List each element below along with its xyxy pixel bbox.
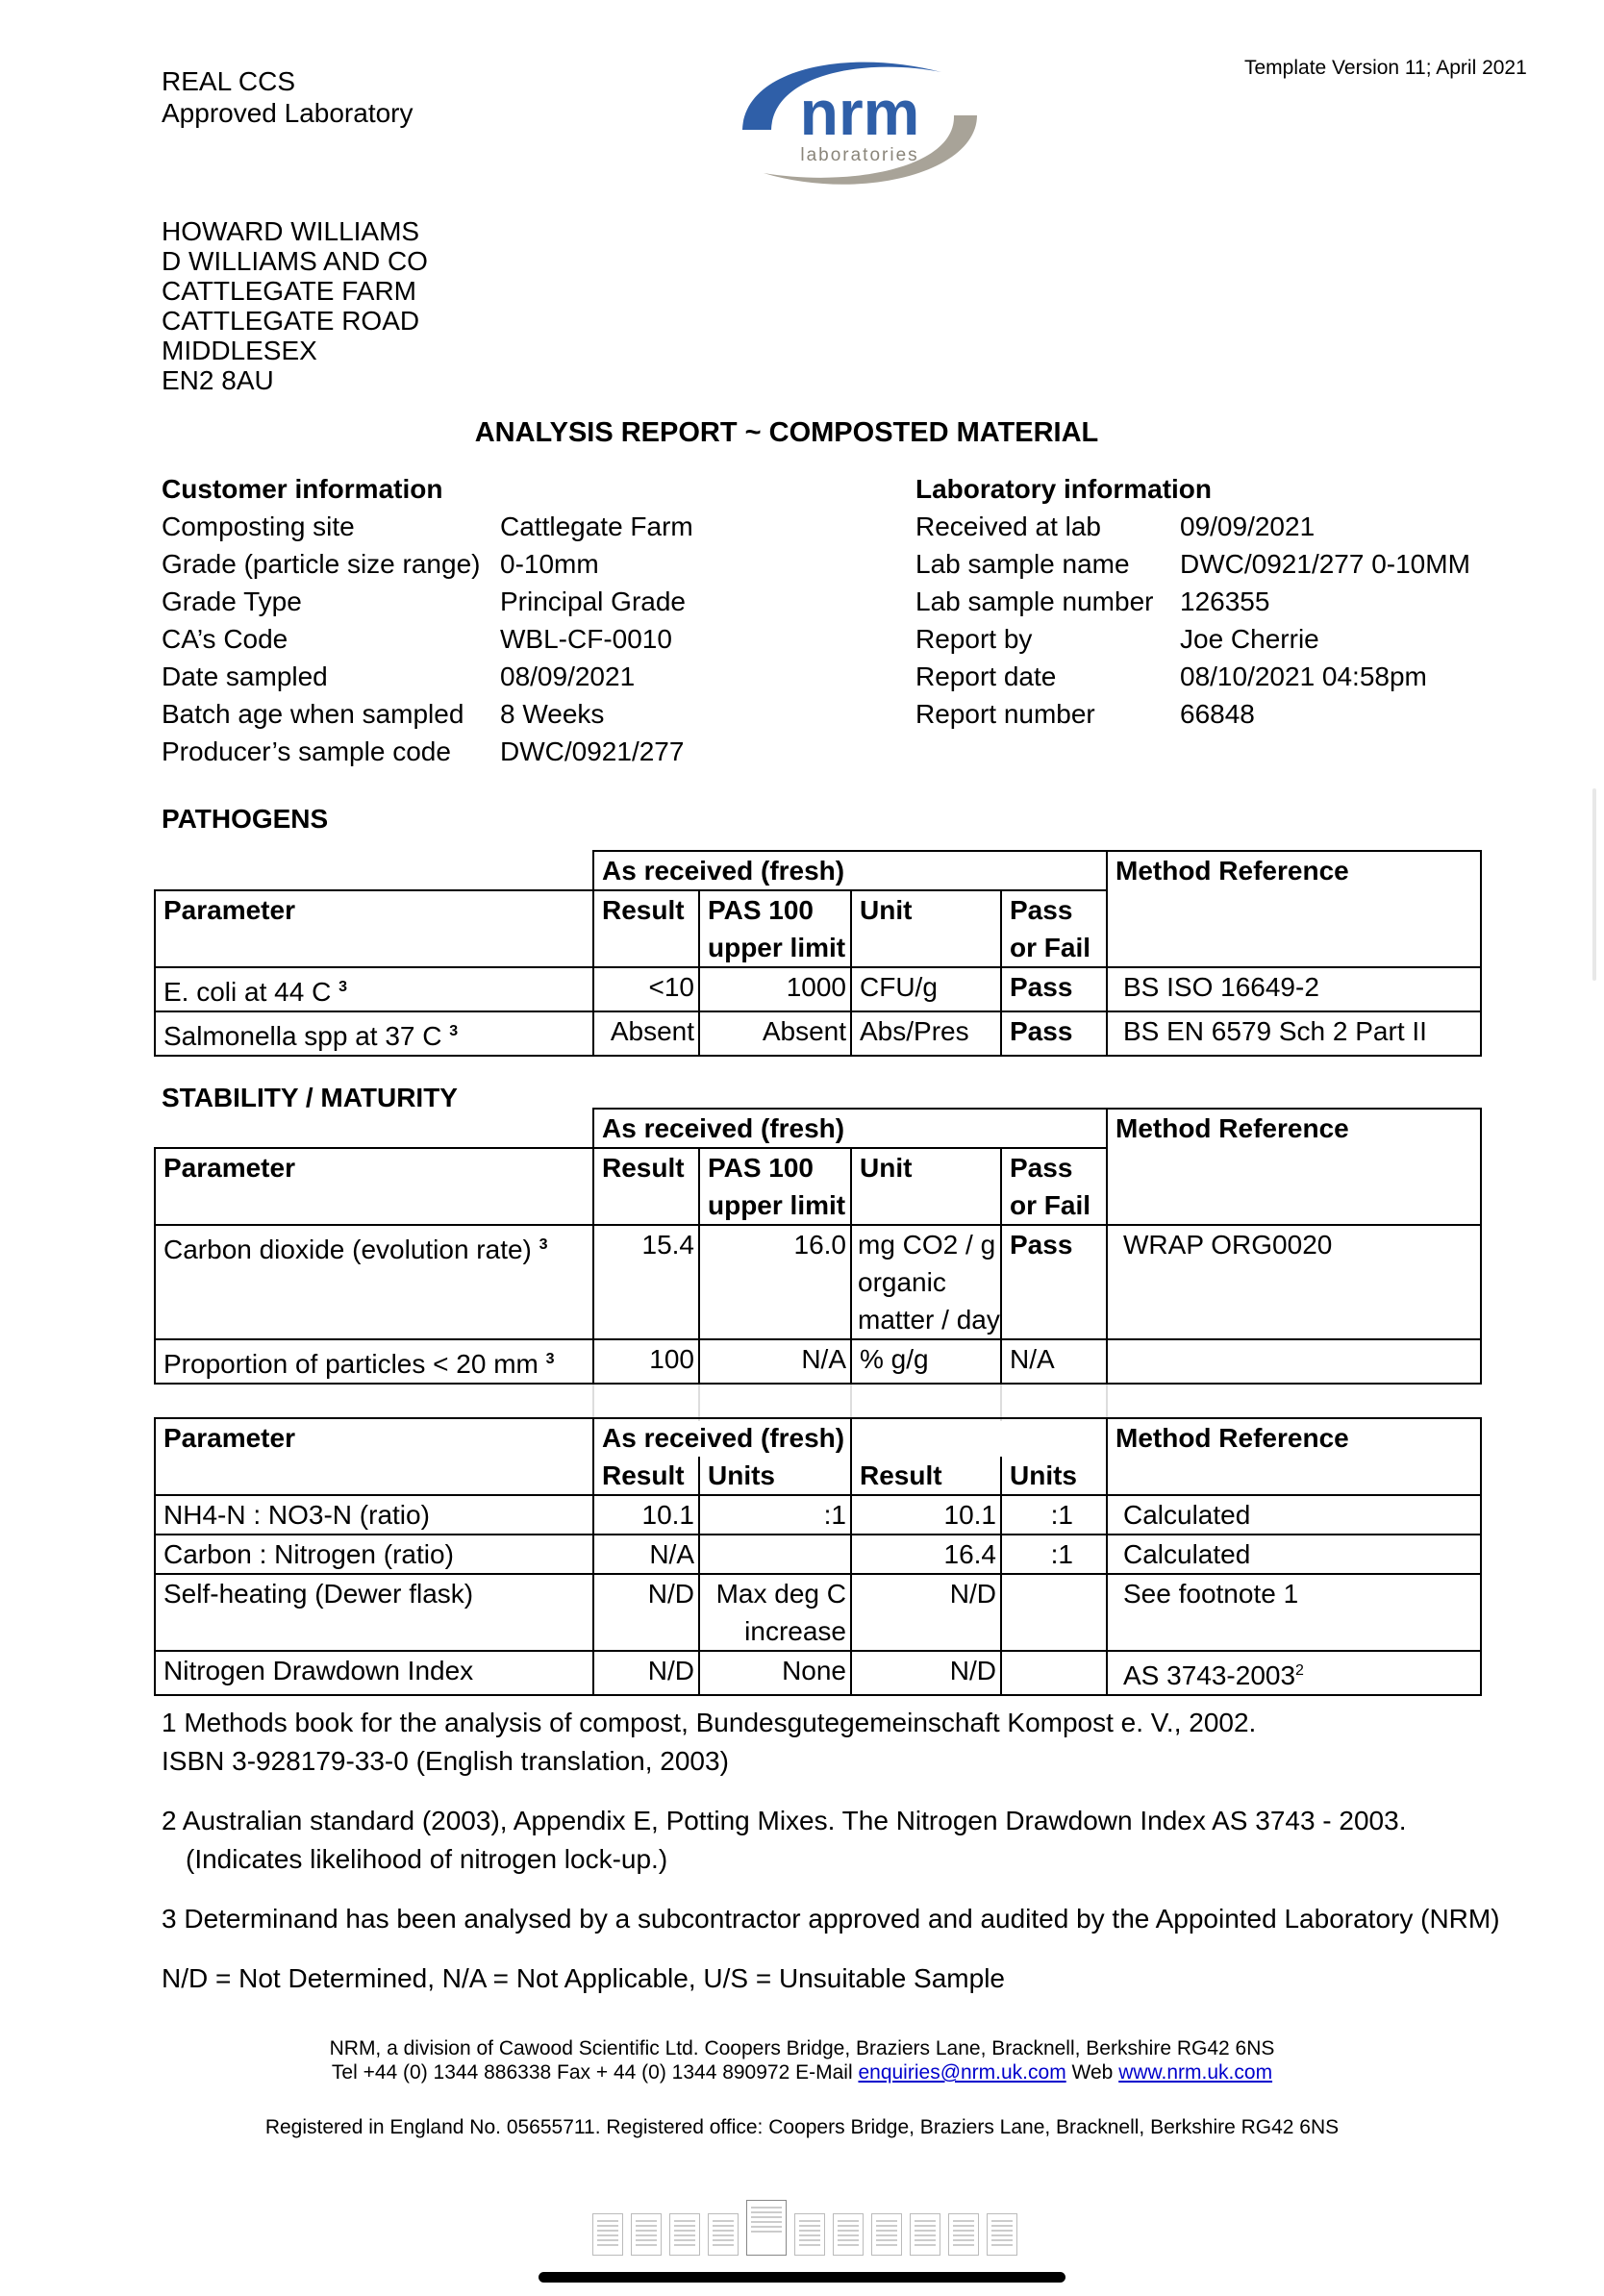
units-cell xyxy=(1001,1574,1107,1651)
pas100-line2: upper limit xyxy=(708,933,846,962)
info-value: Joe Cherrie xyxy=(1180,624,1319,654)
report-title: ANALYSIS REPORT ~ COMPOSTED MATERIAL xyxy=(474,417,1099,448)
footnote-3: 3 Determinand has been analysed by a subcontractor approved and audited by the Appointed Laboratory (NRM) xyxy=(162,1904,1500,1934)
parameter-header: Parameter xyxy=(155,1148,593,1225)
customer-address xyxy=(162,216,428,395)
info-value: DWC/0921/277 xyxy=(500,736,685,766)
info-value: Principal Grade xyxy=(500,586,686,616)
page-thumbnail[interactable] xyxy=(871,2213,902,2256)
parameter-cell: Carbon : Nitrogen (ratio) xyxy=(155,1535,593,1574)
laboratory-info xyxy=(915,470,1470,733)
lab-info-row xyxy=(915,658,1470,695)
lab-info-row xyxy=(915,695,1470,733)
company-address: NRM, a division of Cawood Scientific Ltd. Coopers Bridge, Braziers Lane, Bracknell, Berkshire RG42 6NS xyxy=(329,2037,1275,2059)
info-label: Lab sample number xyxy=(915,586,1154,616)
parameter-cell: Carbon dioxide (evolution rate) $^3$ xyxy=(155,1225,593,1339)
info-value: 8 Weeks xyxy=(500,699,605,729)
pass-fail-line2: or Fail xyxy=(1010,1190,1091,1220)
address-line: MIDDLESEX xyxy=(162,336,317,365)
result-cell: N/D xyxy=(851,1651,1001,1695)
table-row xyxy=(155,1225,1481,1339)
registration-footer: Registered in England No. 05655711. Registered office: Coopers Bridge, Braziers Lane, Bracknell, Berkshire RG42 6NS xyxy=(264,2116,1340,2138)
lab-info-row xyxy=(915,620,1470,658)
method-cell: Calculated xyxy=(1107,1495,1481,1535)
info-value: WBL-CF-0010 xyxy=(500,624,672,654)
info-label: Date sampled xyxy=(162,661,328,691)
table-header-row xyxy=(155,1109,1481,1148)
pathogens-table xyxy=(154,850,1482,1057)
page-thumbnail[interactable] xyxy=(708,2213,739,2256)
table-row xyxy=(155,1535,1481,1574)
pass-fail-cell: Pass xyxy=(1001,967,1107,1011)
pass-fail-header xyxy=(1001,1148,1107,1225)
result-cell: 16.4 xyxy=(851,1535,1001,1574)
scrollbar[interactable] xyxy=(1592,788,1596,981)
page-thumbnail[interactable] xyxy=(910,2213,940,2256)
parameter-cell: Salmonella spp at 37 C $^3$ xyxy=(155,1011,593,1056)
footnotes xyxy=(162,1704,1500,2019)
result-header: Result xyxy=(593,1148,699,1225)
info-value: 08/10/2021 04:58pm xyxy=(1180,661,1427,691)
units-cell: :1 xyxy=(1001,1535,1107,1574)
limit-cell: N/A xyxy=(699,1339,851,1384)
units-cell: None xyxy=(699,1651,851,1695)
customer-info-row xyxy=(162,508,693,545)
parameter-header: Parameter xyxy=(155,890,593,967)
website-link[interactable]: www.nrm.uk.com xyxy=(1118,2061,1273,2084)
table-row xyxy=(155,1495,1481,1535)
unit-header: Unit xyxy=(851,1148,1001,1225)
lab-info-row xyxy=(915,583,1470,620)
footnote-1: 1 Methods book for the analysis of compost, Bundesgutegemeinschaft Kompost e. V., 2002. ISBN 3-928179-33-0 (English translation, 2003) xyxy=(162,1708,1257,1776)
pas100-header xyxy=(699,1148,851,1225)
result-cell: 100 xyxy=(593,1339,699,1384)
method-cell: AS 3743-2003$^2$ xyxy=(1107,1651,1481,1695)
customer-info-row xyxy=(162,695,693,733)
info-label: Grade (particle size range) xyxy=(162,549,481,579)
pathogens-title: PATHOGENS xyxy=(162,804,329,834)
lab-info-row xyxy=(915,545,1470,583)
info-label: Report number xyxy=(915,699,1095,729)
method-cell: WRAP ORG0020 xyxy=(1107,1225,1481,1339)
customer-info-row xyxy=(162,658,693,695)
table-header-row xyxy=(155,851,1481,890)
info-value: 09/09/2021 xyxy=(1180,512,1316,541)
unit-cell: mg CO2 / g organic matter / day xyxy=(851,1225,1001,1339)
customer-info-row xyxy=(162,583,693,620)
result-header: Result xyxy=(593,890,699,967)
method-cell: BS ISO 16649-2 xyxy=(1107,967,1481,1011)
pass-fail-line1: Pass xyxy=(1010,1153,1073,1183)
lab-approval-line2: Approved Laboratory xyxy=(162,98,414,128)
parameter-cell: Self-heating (Dewer flask) xyxy=(155,1574,593,1651)
info-value: 08/09/2021 xyxy=(500,661,636,691)
parameter-cell: Nitrogen Drawdown Index xyxy=(155,1651,593,1695)
result-cell: 15.4 xyxy=(593,1225,699,1339)
result-cell: <10 xyxy=(593,967,699,1011)
stability-table xyxy=(154,1108,1482,1421)
unit-cell: % g/g xyxy=(851,1339,1001,1384)
table-row xyxy=(155,1011,1481,1056)
email-link[interactable]: enquiries@nrm.uk.com xyxy=(858,2061,1066,2084)
info-label: Received at lab xyxy=(915,512,1102,541)
page-thumbnail[interactable] xyxy=(794,2213,825,2256)
method-reference-header: Method Reference xyxy=(1107,1109,1481,1148)
page-thumbnail[interactable] xyxy=(987,2213,1017,2256)
company-footer xyxy=(0,2036,1604,2084)
customer-info-row xyxy=(162,545,693,583)
limit-cell: 1000 xyxy=(699,967,851,1011)
pas100-line1: PAS 100 xyxy=(708,1153,814,1183)
result-cell: N/D xyxy=(851,1574,1001,1651)
method-cell: Calculated xyxy=(1107,1535,1481,1574)
table-header-row xyxy=(155,890,1481,967)
page-thumbnail[interactable] xyxy=(669,2213,700,2256)
address-line: CATTLEGATE ROAD xyxy=(162,306,420,336)
info-label: Producer’s sample code xyxy=(162,736,451,766)
pass-fail-header xyxy=(1001,890,1107,967)
result-cell: N/A xyxy=(593,1535,699,1574)
result-cell: 10.1 xyxy=(593,1495,699,1535)
address-line: EN2 8AU xyxy=(162,365,274,395)
address-line: D WILLIAMS AND CO xyxy=(162,246,428,276)
units-header: Units xyxy=(699,1457,851,1495)
table-header-row xyxy=(155,1418,1481,1457)
info-value: DWC/0921/277 0-10MM xyxy=(1180,549,1470,579)
units-cell: Max deg C increase xyxy=(699,1574,851,1651)
parameter-cell: Proportion of particles < 20 mm $^3$ xyxy=(155,1339,593,1384)
info-label: Report date xyxy=(915,661,1057,691)
pass-fail-line2: or Fail xyxy=(1010,933,1091,962)
method-cell: See footnote 1 xyxy=(1107,1574,1481,1651)
customer-info-heading: Customer information xyxy=(162,474,443,504)
table-header-row xyxy=(155,1457,1481,1495)
pas100-header xyxy=(699,890,851,967)
lab-info-row xyxy=(915,508,1470,545)
template-version: Template Version 11; April 2021 xyxy=(1244,57,1527,79)
footnote-2: 2 Australian standard (2003), Appendix E, Potting Mixes. The Nitrogen Drawdown Index AS 3743 - 2003. (Indicates likelihood of nitrogen lock-up.) xyxy=(162,1806,1407,1874)
unit-header: Unit xyxy=(851,890,1001,967)
result-cell: N/D xyxy=(593,1651,699,1695)
parameter-cell: NH4-N : NO3-N (ratio) xyxy=(155,1495,593,1535)
customer-info-row xyxy=(162,620,693,658)
units-header: Units xyxy=(1001,1457,1107,1495)
result-cell: 10.1 xyxy=(851,1495,1001,1535)
customer-info-row xyxy=(162,733,693,770)
page-thumbnail-strip xyxy=(592,2200,1017,2256)
table-row xyxy=(155,1339,1481,1384)
pas100-line1: PAS 100 xyxy=(708,895,814,925)
info-label: CA’s Code xyxy=(162,624,288,654)
lab-approval-header xyxy=(162,65,414,129)
unit-cell: Abs/Pres xyxy=(851,1011,1001,1056)
result-header: Result xyxy=(851,1457,1001,1495)
nrm-logo xyxy=(725,38,994,197)
info-label: Grade Type xyxy=(162,586,302,616)
info-label: Lab sample name xyxy=(915,549,1130,579)
page-thumbnail[interactable] xyxy=(592,2213,623,2256)
info-value: 66848 xyxy=(1180,699,1255,729)
as-received-header: As received (fresh) xyxy=(593,1418,851,1457)
info-label: Batch age when sampled xyxy=(162,699,464,729)
table-row xyxy=(155,1651,1481,1695)
address-line: HOWARD WILLIAMS xyxy=(162,216,420,246)
abbreviations: N/D = Not Determined, N/A = Not Applicable, U/S = Unsuitable Sample xyxy=(162,1963,1005,1993)
lab-approval-line1: REAL CCS xyxy=(162,66,296,96)
result-cell: Absent xyxy=(593,1011,699,1056)
result-header: Result xyxy=(593,1457,699,1495)
page-thumbnail[interactable] xyxy=(948,2213,979,2256)
as-received-header: As received (fresh) xyxy=(593,851,1107,890)
units-cell: :1 xyxy=(1001,1495,1107,1535)
result-cell: N/D xyxy=(593,1574,699,1651)
pass-fail-cell: Pass xyxy=(1001,1011,1107,1056)
info-label: Composting site xyxy=(162,512,355,541)
company-contact: Tel +44 (0) 1344 886338 Fax + 44 (0) 1344 890972 E-Mail enquiries@nrm.uk.com Web www.nrm.uk.com xyxy=(331,2061,1273,2084)
info-value: Cattlegate Farm xyxy=(500,512,693,541)
limit-cell: 16.0 xyxy=(699,1225,851,1339)
logo-subtext: laboratories xyxy=(800,145,919,165)
method-reference-header: Method Reference xyxy=(1107,1418,1481,1457)
page-thumbnail[interactable] xyxy=(631,2213,662,2256)
limit-cell: Absent xyxy=(699,1011,851,1056)
pass-fail-cell: Pass xyxy=(1001,1225,1107,1339)
pass-fail-cell: N/A xyxy=(1001,1339,1107,1384)
units-cell xyxy=(1001,1651,1107,1695)
logo-text: nrm xyxy=(799,77,920,148)
info-value: 0-10mm xyxy=(500,549,599,579)
stability-title: STABILITY / MATURITY xyxy=(162,1083,458,1112)
method-reference-header: Method Reference xyxy=(1107,851,1481,890)
units-cell xyxy=(699,1535,851,1574)
parameter-cell: E. coli at 44 C $^3$ xyxy=(155,967,593,1011)
info-label: Report by xyxy=(915,624,1033,654)
method-cell: BS EN 6579 Sch 2 Part II xyxy=(1107,1011,1481,1056)
home-indicator[interactable] xyxy=(539,2272,1065,2283)
method-cell xyxy=(1107,1339,1481,1384)
page-thumbnail-active[interactable] xyxy=(746,2200,787,2256)
address-line: CATTLEGATE FARM xyxy=(162,276,416,306)
units-cell: :1 xyxy=(699,1495,851,1535)
table-row xyxy=(155,967,1481,1011)
table-row xyxy=(155,1574,1481,1651)
info-value: 126355 xyxy=(1180,586,1270,616)
page-thumbnail[interactable] xyxy=(833,2213,864,2256)
parameter-header: Parameter xyxy=(155,1418,593,1457)
ratios-table xyxy=(154,1417,1482,1696)
laboratory-info-heading: Laboratory information xyxy=(915,474,1213,504)
as-received-header: As received (fresh) xyxy=(593,1109,1107,1148)
pas100-line2: upper limit xyxy=(708,1190,846,1220)
spacer-row xyxy=(155,1384,1481,1421)
table-header-row xyxy=(155,1148,1481,1225)
unit-cell: CFU/g xyxy=(851,967,1001,1011)
pass-fail-line1: Pass xyxy=(1010,895,1073,925)
customer-info xyxy=(162,470,693,770)
